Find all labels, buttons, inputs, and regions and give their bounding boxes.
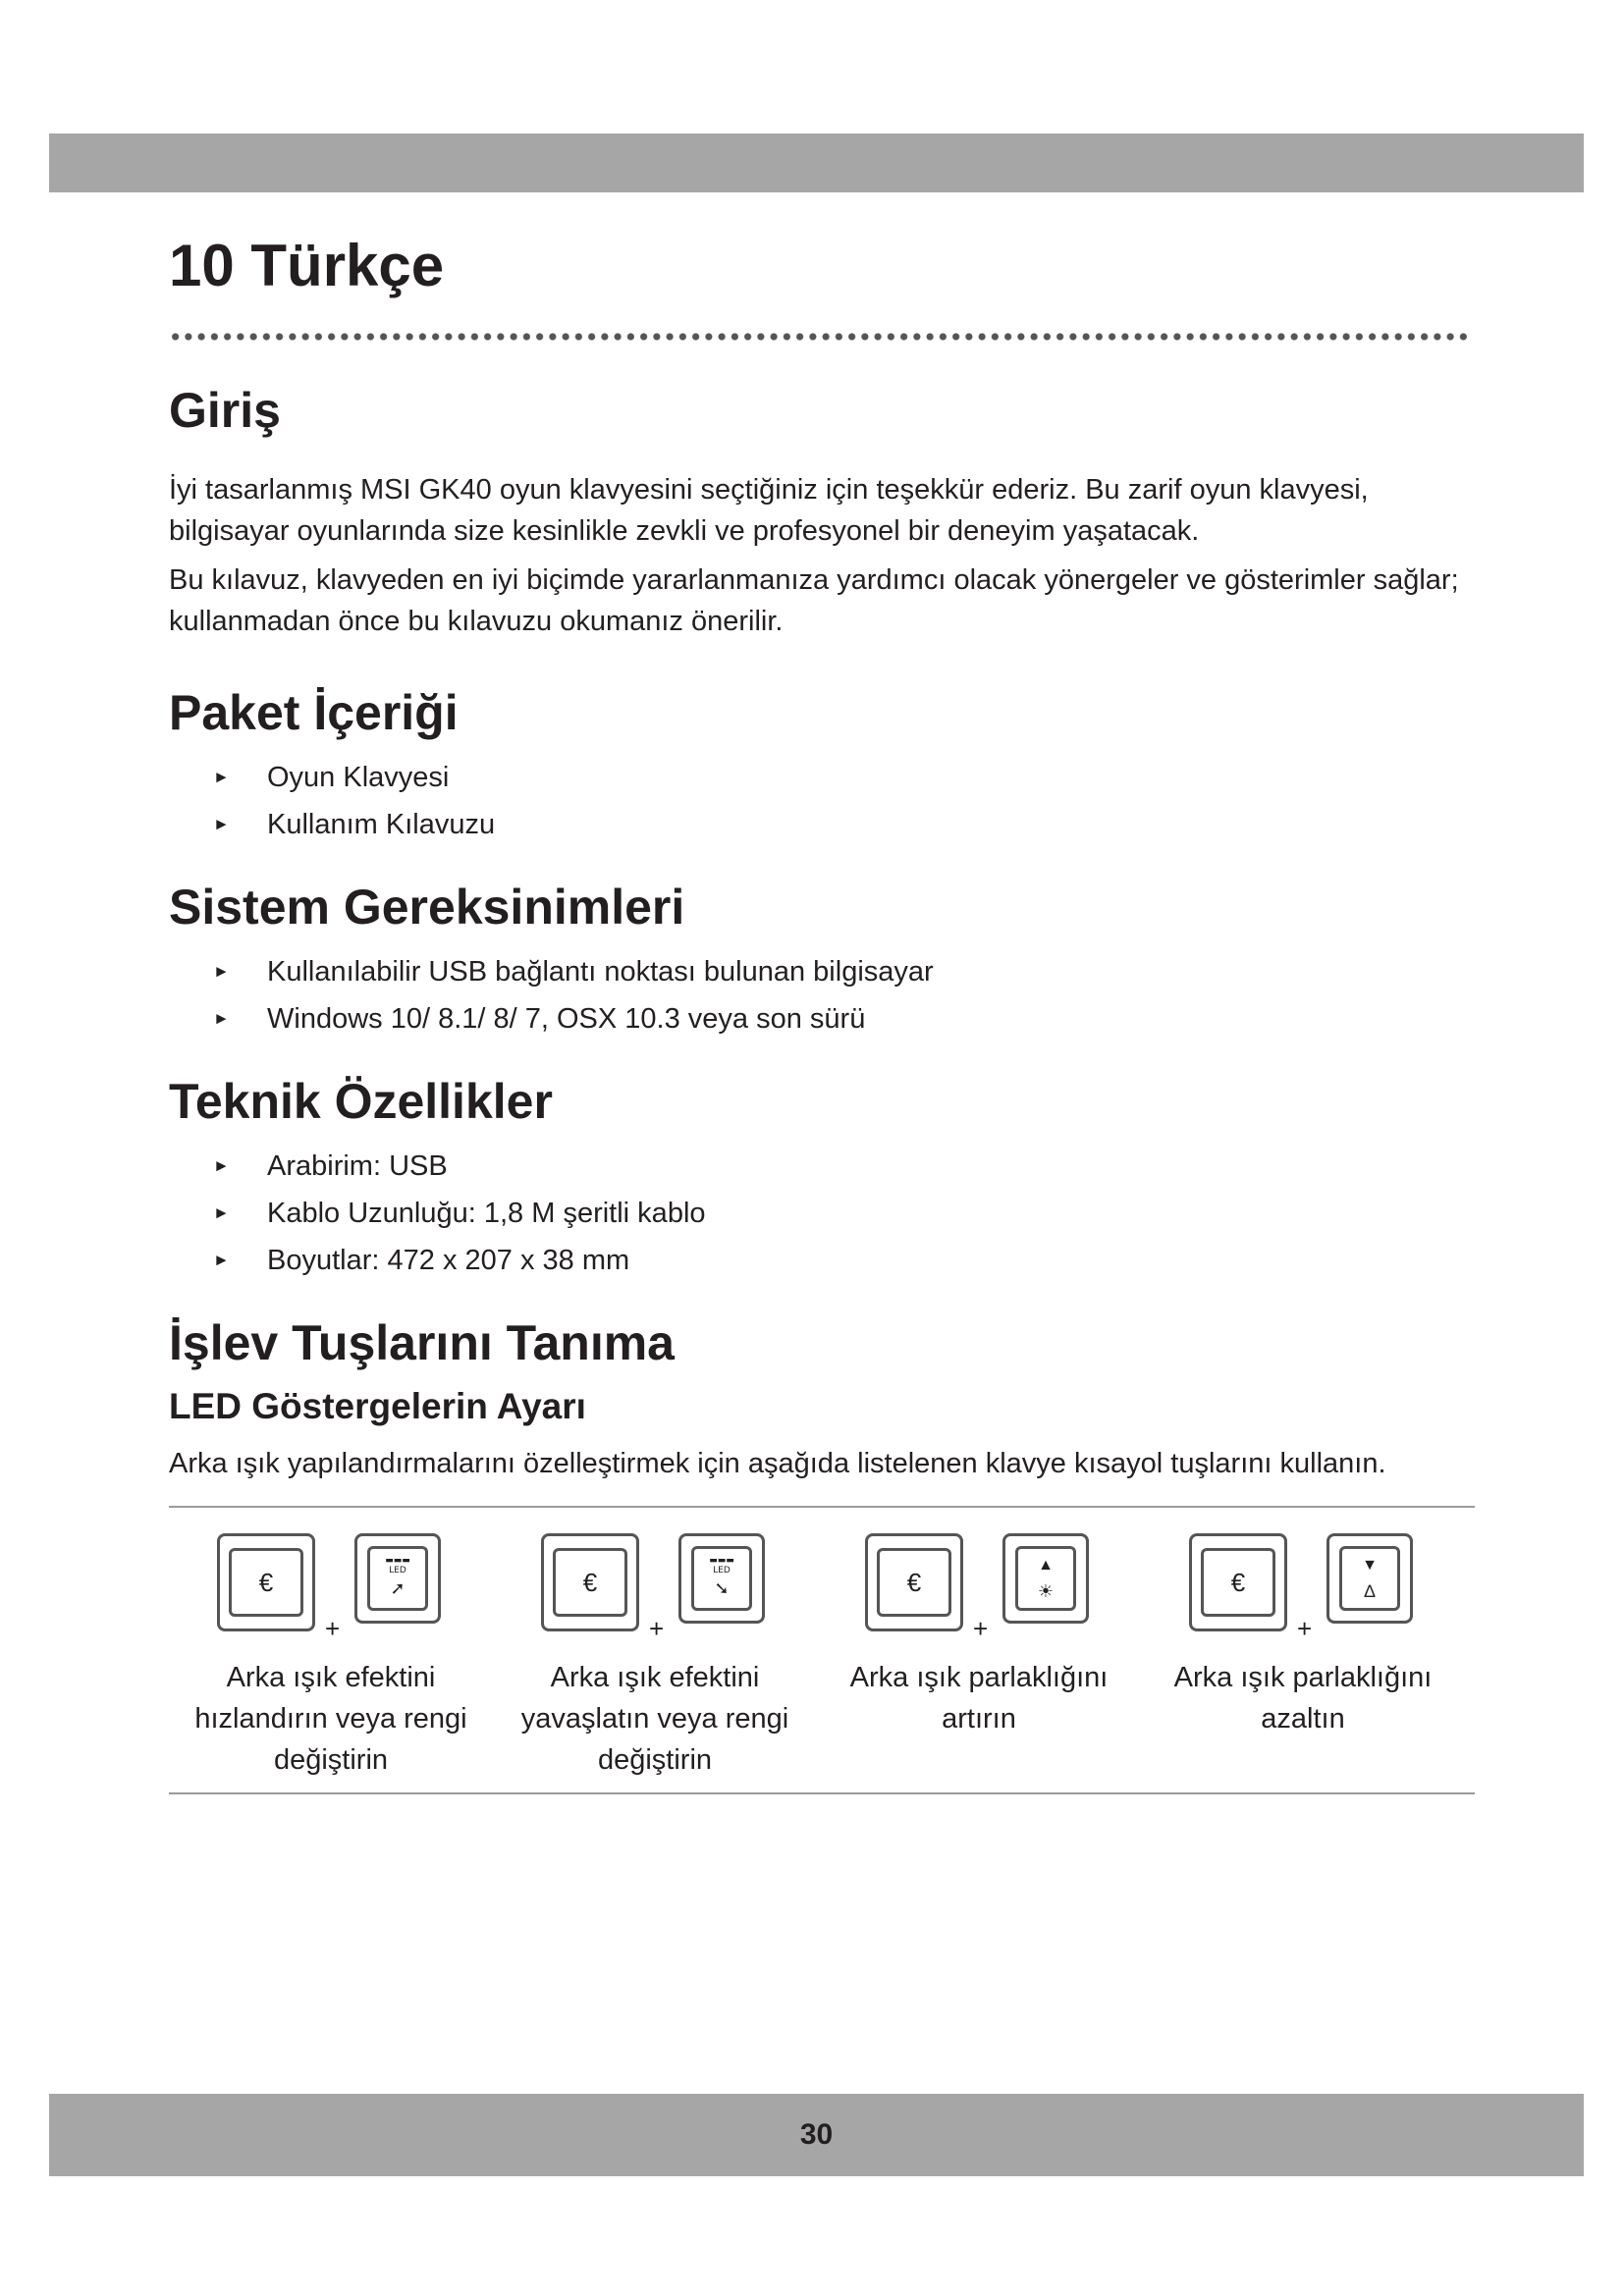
bullet-arrow-icon: ► [213,768,230,786]
plus-sign: + [1297,1614,1313,1643]
list-item: ► Kullanılabilir USB bağlantı noktası bulunan bilgisayar [169,948,1475,995]
shortcut-caption: Arka ışık efektini yavaşlatın veya rengi değiştirin [520,1662,789,1776]
page-number: 30 [799,2118,834,2151]
shortcut-combo [817,1533,1141,1792]
section-heading-paket: Paket İçeriği [169,685,459,740]
bullet-arrow-icon: ► [213,1251,230,1269]
shortcut-caption: Arka ışık efektini hızlandırın veya rengi değiştirin [194,1662,467,1776]
shortcut-table [169,1506,1475,1794]
bullet-arrow-icon: ► [213,1156,230,1175]
key-combination [851,1533,1107,1641]
shortcut-combo [493,1533,817,1792]
subheading-led: LED Göstergelerin Ayarı [169,1386,586,1426]
bullet-arrow-icon: ► [213,815,230,833]
list-item: ► Windows 10/ 8.1/ 8/ 7, OSX 10.3 veya son sürü [169,995,1475,1042]
giris-paragraph-1: İyi tasarlanmış MSI GK40 oyun klavyesini seçtiğiniz için teşekkür ederiz. Bu zarif oyun klavyesi, bilgisayar oyunlarında size kesinlikle zevkli ve profesyonel bir deneyim yaşatacak. [169,474,1369,547]
shortcut-row [169,1508,1475,1792]
key-combination [1175,1533,1431,1641]
list-item: ► Kablo Uzunluğu: 1,8 M şeritli kablo [169,1190,1475,1237]
footer-bar [49,2094,1584,2176]
key-combination [527,1533,783,1641]
bullet-arrow-icon: ► [213,1203,230,1222]
led-fast-key-icon: ▬▬▬ LED ➚ [354,1533,441,1624]
dotted-divider [169,332,1471,342]
list-item: ► Kullanım Kılavuzu [169,801,1475,848]
shortcut-combo [169,1533,493,1792]
shortcut-caption: Arka ışık parlaklığını azaltın [1173,1662,1433,1735]
brightness-up-key-icon: ▲ ☀ [1002,1533,1089,1624]
section-heading-islev: İşlev Tuşlarını Tanıma [169,1315,675,1370]
giris-paragraph-2: Bu kılavuz, klavyeden en iyi biçimde yararlanmanıza yardımcı olacak yönergeler ve gösterimler sağlar; kullanmadan önce bu kılavuzu okumanız önerilir. [169,564,1459,637]
plus-sign: + [973,1614,989,1643]
table-bottom-rule [169,1792,1475,1794]
page-content [169,381,1475,1794]
shortcut-combo [1141,1533,1465,1792]
chapter-title: 10 Türkçe [169,233,445,298]
msi-dragon-key-icon: € [865,1533,963,1631]
list-item: ► Arabirim: USB [169,1143,1475,1190]
bullet-arrow-icon: ► [213,1009,230,1028]
brightness-down-key-icon: ▼ ∆ [1326,1533,1413,1624]
msi-dragon-key-icon: € [541,1533,639,1631]
key-combination [203,1533,459,1641]
islev-intro: Arka ışık yapılandırmalarını özelleştirmek için aşağıda listelenen klavye kısayol tuşlarını kullanın. [169,1448,1386,1479]
plus-sign: + [325,1614,341,1643]
list-item: ► Oyun Klavyesi [169,754,1475,801]
section-heading-sistem: Sistem Gereksinimleri [169,880,685,934]
plus-sign: + [649,1614,665,1643]
list-item: ► Boyutlar: 472 x 207 x 38 mm [169,1237,1475,1284]
shortcut-caption: Arka ışık parlaklığını artırın [849,1662,1109,1735]
msi-dragon-key-icon: € [1189,1533,1287,1631]
paket-list [169,754,1475,848]
section-heading-giris: Giriş [169,383,281,438]
led-slow-key-icon: ▬▬▬ LED ➘ [678,1533,765,1624]
msi-dragon-key-icon: € [217,1533,315,1631]
section-heading-teknik: Teknik Özellikler [169,1074,553,1129]
header-bar [49,133,1584,192]
bullet-arrow-icon: ► [213,962,230,981]
teknik-list [169,1143,1475,1284]
sistem-list [169,948,1475,1042]
